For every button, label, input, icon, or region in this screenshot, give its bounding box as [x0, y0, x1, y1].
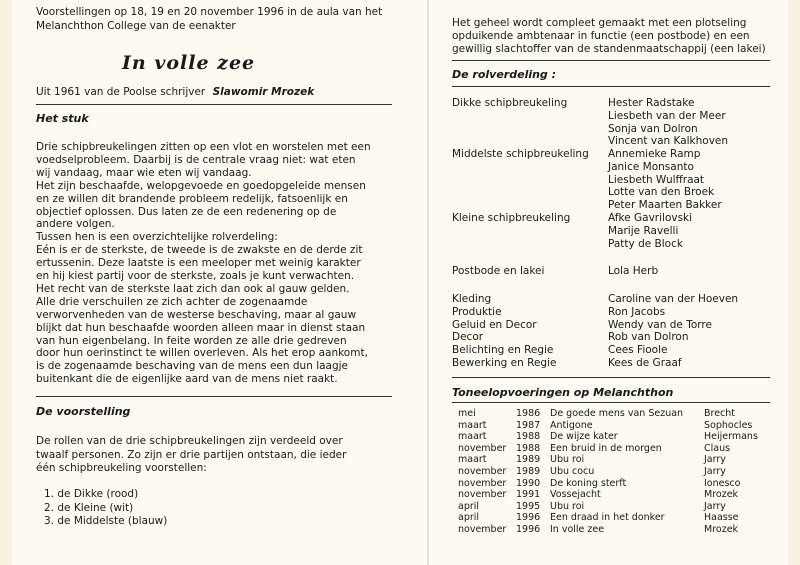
performance-author: Mrozek	[704, 524, 739, 535]
performance-author: Claus	[704, 442, 731, 454]
performance-author: Jarry	[704, 500, 726, 512]
body-line: Het zijn beschaafde, welopgevoede en goedopgeleide mensen	[36, 179, 366, 192]
crew-role: Kleding	[452, 293, 492, 305]
performance-year: 1995	[516, 500, 541, 512]
body-line: van hun eigenbelang. In feite worden ze alle drie gedreven	[36, 334, 347, 347]
body-line: twaalf personen. Zo zijn er drie partijen ontstaan, die ieder	[36, 448, 347, 461]
play-title: In volle zee	[122, 52, 256, 74]
divider	[452, 377, 770, 378]
body-line: wij vandaag, maar wie eten wij vandaag.	[36, 166, 252, 179]
divider	[452, 402, 770, 403]
performance-play: Antigone	[550, 419, 593, 431]
performance-month: mei	[458, 408, 476, 419]
performance-author: Ionesco	[704, 477, 741, 489]
performance-author: Jarry	[704, 454, 726, 466]
performance-author: Mrozek	[704, 489, 739, 501]
author-line	[36, 86, 314, 98]
actor-name: Hester Radstake	[608, 97, 695, 109]
performance-play: Ubu cocu	[550, 466, 595, 477]
body-line: Drie schipbreukelingen zitten op een vlot en worstelen met een	[36, 141, 371, 153]
body-line: blijkt dat hun beschaafde woorden alleen maar in dienst staan	[36, 321, 366, 334]
performance-author: Sophocles	[704, 419, 753, 431]
performance-play: Een bruid in de morgen	[550, 442, 662, 454]
performance-year: 1986	[516, 408, 541, 419]
actor-name: Lotte van den Broek	[608, 186, 715, 199]
performance-month: maart	[458, 419, 487, 431]
body-line: Tussen hen is een overzichtelijke rolverdeling:	[36, 231, 278, 244]
body-line: en ze willen dit brandende probleem redelijk, fatsoenlijk en	[36, 192, 348, 205]
performance-month: november	[458, 442, 507, 454]
body-line: ertussenin. Deze laatste is een meeloper met weinig karakter	[36, 257, 361, 270]
actor-name: Vincent van Kalkhoven	[608, 135, 729, 148]
performance-month: november	[458, 477, 507, 489]
section-heading-rolverdeling: De rolverdeling :	[452, 68, 557, 81]
divider	[36, 396, 392, 397]
performance-year: 1991	[516, 489, 541, 501]
body-line: door hun oerinstinct te willen overleven. Als het erop aankomt,	[36, 347, 368, 360]
performance-author: Jarry	[704, 466, 726, 477]
center-fold	[427, 0, 429, 565]
actor-name: Afke Gavrilovski	[608, 212, 693, 224]
crew-name: Caroline van der Hoeven	[608, 293, 739, 305]
body-line: andere volgen.	[36, 218, 115, 231]
crew-role: Bewerking en Regie	[452, 357, 557, 369]
performance-play: De koning sterft	[550, 477, 627, 489]
author-name: Slawomir Mrozek	[212, 86, 315, 98]
performance-year: 1987	[516, 419, 541, 431]
intro-line: Het geheel wordt compleet gemaakt met een plotseling	[452, 17, 747, 29]
intro-line: gewillig slachtoffer van de standenmaatschappij (een lakei)	[452, 43, 766, 55]
body-line: Eén is er de sterkste, de tweede is de zwakste en de derde zit	[36, 244, 363, 257]
performance-author: Heijermans	[704, 431, 758, 443]
performance-play: De goede mens van Sezuan	[550, 408, 684, 419]
performance-month: april	[458, 512, 480, 524]
crew-role: Produktie	[452, 305, 502, 318]
body-line: buitenkant die de eigenlijke aard van de mens niet raakt.	[36, 373, 338, 386]
body-line: Alle drie verschuilen ze zich achter de zogenaamde	[36, 295, 308, 308]
intro-line: Voorstellingen op 18, 19 en 20 november 1996 in de aula van het	[36, 6, 383, 18]
crew-name: Ron Jacobs	[608, 305, 666, 318]
role-name: Postbode en lakei	[452, 265, 545, 277]
list-item: 1. de Dikke (rood)	[44, 488, 139, 500]
actor-name: Marije Ravelli	[608, 224, 679, 237]
crew-role: Belichting en Regie	[452, 344, 554, 357]
body-line: is de zogenaamde beschaving van de mens een dun laagje	[36, 360, 349, 373]
performance-month: november	[458, 489, 507, 501]
performance-month: april	[458, 500, 480, 512]
actor-name: Annemieke Ramp	[608, 148, 701, 160]
performance-year: 1990	[516, 477, 541, 489]
performance-play: Ubu roi	[550, 500, 585, 512]
page-edge-right	[788, 0, 800, 565]
actor-name: Liesbeth Wulffraat	[608, 173, 705, 186]
section-heading-toneel: Toneelopvoeringen op Melanchthon	[452, 386, 674, 399]
intro-line: Melanchthon College van de eenakter	[36, 20, 236, 32]
performance-play: In volle zee	[550, 524, 605, 535]
performance-play: Een draad in het donker	[550, 512, 665, 524]
performance-month: maart	[458, 454, 487, 466]
body-line: verworvenheden van de westerse beschaving, maar al gauw	[36, 308, 357, 321]
actor-name: Peter Maarten Bakker	[608, 199, 722, 212]
page-edge-left	[0, 0, 12, 565]
performance-year: 1989	[516, 454, 541, 466]
performance-year: 1996	[516, 512, 541, 524]
body-line: Het recht van de sterkste laat zich dan ook al gauw gelden.	[36, 282, 350, 295]
performance-month: november	[458, 524, 507, 535]
performance-month: november	[458, 466, 507, 477]
performance-year: 1989	[516, 466, 541, 477]
role-name: Dikke schipbreukeling	[452, 97, 568, 109]
performance-month: maart	[458, 431, 487, 443]
body-line: en hij kiest partij voor de sterkste, zoals je kunt verwachten.	[36, 270, 355, 282]
crew-name: Kees de Graaf	[608, 357, 682, 369]
divider	[452, 86, 770, 87]
performance-author: Brecht	[704, 408, 736, 419]
crew-name: Wendy van de Torre	[608, 318, 712, 331]
actor-name: Sonja van Dolron	[608, 122, 698, 135]
body-line: één schipbreukeling voorstellen:	[36, 462, 207, 474]
actor-name: Liesbeth van der Meer	[608, 109, 726, 122]
actor-name: Patty de Block	[608, 237, 683, 250]
role-name: Kleine schipbreukeling	[452, 212, 571, 224]
performance-play: Ubu roi	[550, 454, 585, 466]
actor-name: Lola Herb	[608, 265, 659, 277]
divider	[36, 104, 392, 105]
performance-play: De wijze kater	[550, 431, 618, 443]
list-item: 2. de Kleine (wit)	[44, 501, 134, 514]
role-name: Middelste schipbreukeling	[452, 148, 589, 160]
body-line: De rollen van de drie schipbreukelingen zijn verdeeld over	[36, 435, 343, 447]
list-item: 3. de Middelste (blauw)	[44, 515, 168, 527]
performance-year: 1988	[516, 431, 541, 443]
performance-author: Haasse	[704, 512, 739, 524]
performance-play: Vossejacht	[550, 489, 601, 501]
intro-line: opduikende ambtenaar in functie (een postbode) en een	[452, 30, 750, 42]
performance-year: 1988	[516, 442, 541, 454]
performance-year: 1996	[516, 524, 541, 535]
crew-role: Geluid en Decor	[452, 318, 537, 331]
crew-name: Cees Fioole	[608, 344, 668, 357]
crew-name: Rob van Dolron	[608, 331, 689, 344]
section-heading-voorstelling: De voorstelling	[36, 405, 131, 418]
author-prefix: Uit 1961 van de Poolse schrijver	[36, 86, 206, 98]
divider	[452, 60, 770, 61]
crew-role: Decor	[452, 331, 484, 344]
section-heading-het-stuk: Het stuk	[36, 112, 89, 125]
body-line: voedselprobleem. Daarbij is de centrale vraag niet: wat eten	[36, 153, 356, 166]
body-line: objectief oplossen. Dus laten ze de een redenering op de	[36, 205, 337, 218]
actor-name: Janice Monsanto	[608, 160, 694, 173]
